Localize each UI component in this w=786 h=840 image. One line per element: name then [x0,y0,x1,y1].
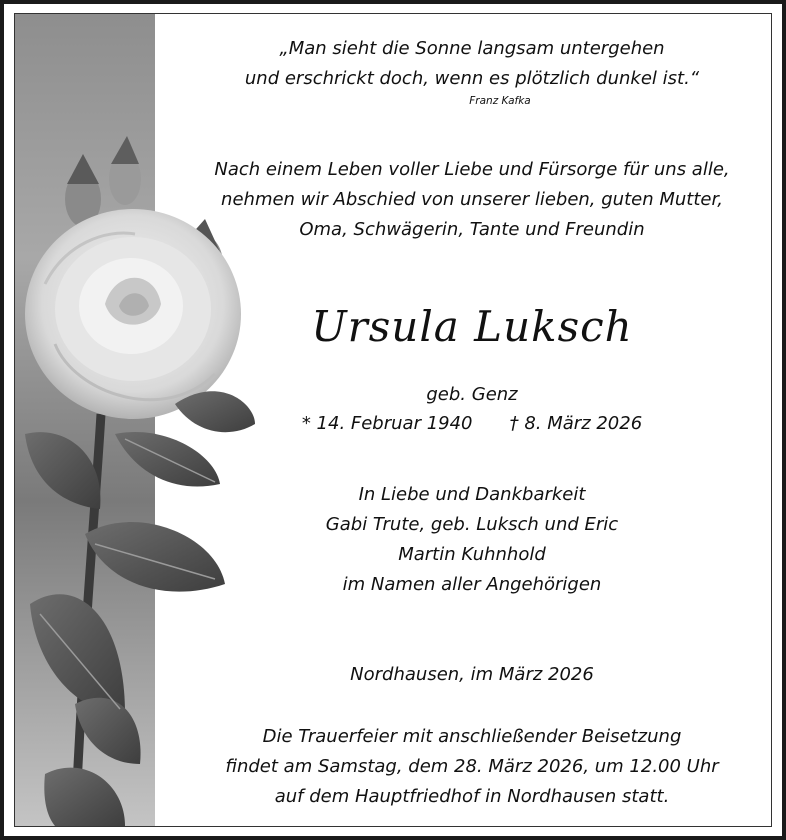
quote-line-2: und erschrickt doch, wenn es plötzlich dunkel ist.“ [244,68,700,89]
birth-date: * 14. Februar 1940 [301,413,473,434]
birth-name: geb. Genz [426,384,518,405]
intro-line-3: Oma, Schwägerin, Tante und Freundin [299,219,645,240]
intro-line-1: Nach einem Leben voller Liebe und Fürsorge für uns alle, [214,159,730,180]
mourners-line-1: In Liebe und Dankbarkeit [358,484,586,505]
death-date: † 8. März 2026 [509,413,643,434]
mourners-line-3: Martin Kuhnhold [398,544,546,565]
quote-author: Franz Kafka [469,95,531,107]
mourners-line-4: im Namen aller Angehörigen [342,574,602,595]
funeral-line-2: findet am Samstag, dem 28. März 2026, um 12.00 Uhr [225,756,719,777]
life-dates [170,409,774,439]
place-date: Nordhausen, im März 2026 [350,664,594,685]
intro-line-2: nehmen wir Abschied von unserer lieben, guten Mutter, [221,189,723,210]
deceased-name: Ursula Luksch [311,302,633,351]
quote-line-1: „Man sieht die Sonne langsam untergehen [279,38,665,59]
funeral-line-3: auf dem Hauptfriedhof in Nordhausen statt. [274,786,670,807]
funeral-line-1: Die Trauerfeier mit anschließender Beisetzung [262,726,682,747]
mourners-line-2: Gabi Trute, geb. Luksch und Eric [325,514,619,535]
